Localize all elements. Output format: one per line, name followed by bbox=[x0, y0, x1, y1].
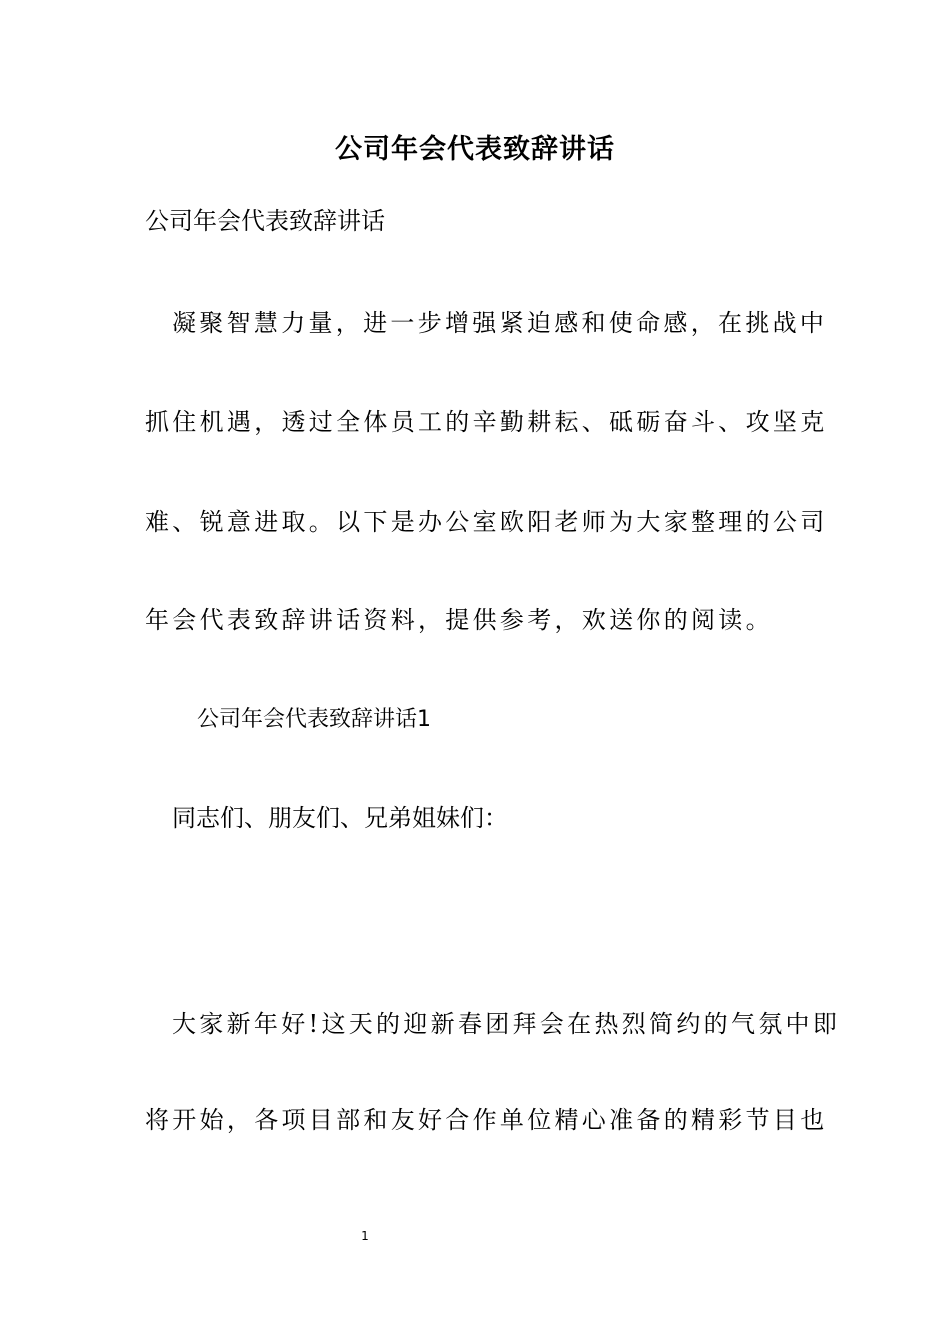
page-number: 1 bbox=[361, 1229, 369, 1243]
section-title: 公司年会代表致辞讲话1 bbox=[197, 707, 431, 732]
intro-line-4: 年会代表致辞讲话资料，提供参考，欢送你的阅读。 bbox=[145, 606, 773, 634]
body-line-1: 大家新年好!这天的迎新春团拜会在热烈简约的气氛中即 bbox=[172, 1010, 841, 1038]
intro-line-1: 凝聚智慧力量，进一步增强紧迫感和使命感，在挑战中 bbox=[172, 309, 828, 337]
body-line-2: 将开始，各项目部和友好合作单位精心准备的精彩节目也 bbox=[145, 1106, 828, 1134]
intro-heading: 公司年会代表致辞讲话 bbox=[145, 207, 385, 235]
intro-line-2: 抓住机遇，透过全体员工的辛勤耕耘、砥砺奋斗、攻坚克 bbox=[145, 408, 828, 436]
greeting: 同志们、朋友们、兄弟姐妹们： bbox=[172, 804, 508, 832]
intro-line-3: 难、锐意进取。以下是办公室欧阳老师为大家整理的公司 bbox=[145, 508, 828, 536]
document-title: 公司年会代表致辞讲话 bbox=[335, 134, 615, 165]
